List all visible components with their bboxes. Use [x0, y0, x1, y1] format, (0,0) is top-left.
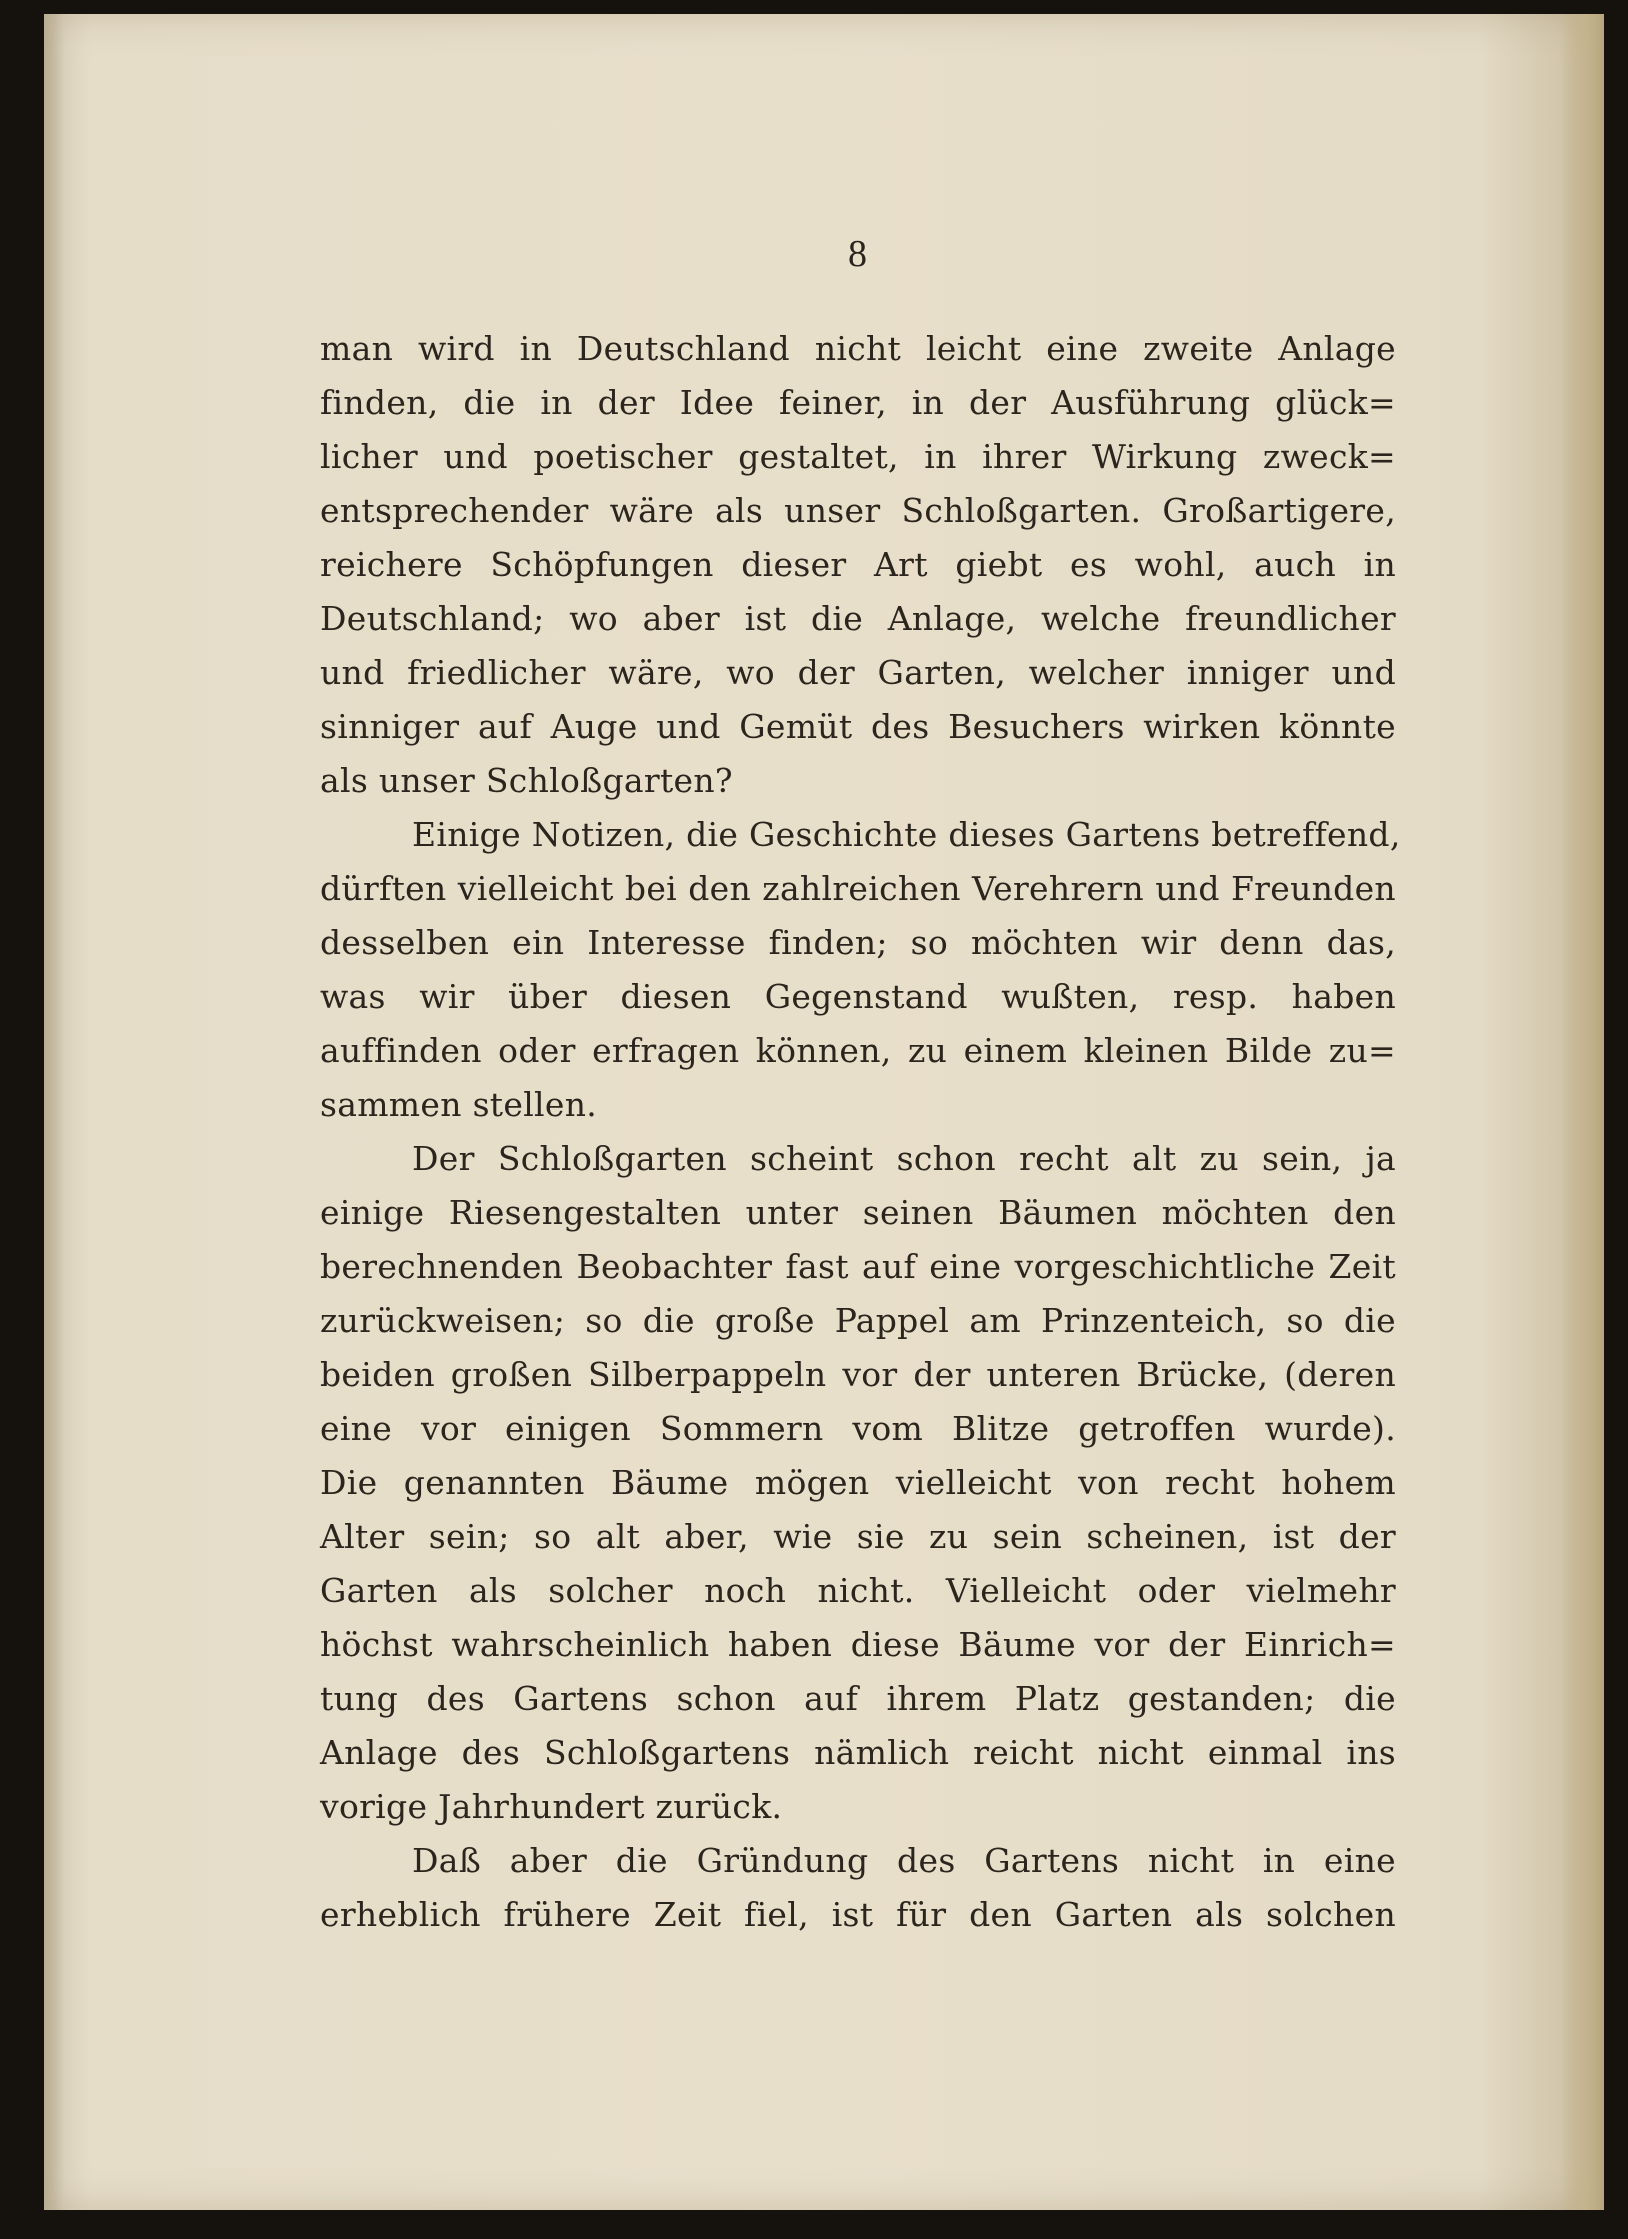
text-line: auffinden oder erfragen können, zu einem kleinen Bilde zu=: [320, 1031, 1396, 1070]
text-line: eine vor einigen Sommern vom Blitze getroffen wurde).: [320, 1409, 1396, 1448]
text-line: Die genannten Bäume mögen vielleicht von recht hohem: [320, 1463, 1396, 1502]
text-line: licher und poetischer gestaltet, in ihrer Wirkung zweck=: [320, 437, 1396, 476]
text-line: Alter sein; so alt aber, wie sie zu sein scheinen, ist der: [320, 1517, 1396, 1556]
text-line: finden, die in der Idee feiner, in der Ausführung glück=: [320, 383, 1396, 422]
text-line: als unser Schloßgarten?: [320, 761, 733, 800]
text-line: was wir über diesen Gegenstand wußten, resp. haben: [320, 977, 1396, 1016]
text-line: reichere Schöpfungen dieser Art giebt es wohl, auch in: [320, 545, 1396, 584]
text-line: sammen stellen.: [320, 1085, 598, 1124]
text-line: Garten als solcher noch nicht. Vielleicht oder vielmehr: [320, 1571, 1396, 1610]
text-line: entsprechender wäre als unser Schloßgarten. Großartigere,: [320, 491, 1396, 530]
text-line: und friedlicher wäre, wo der Garten, welcher inniger und: [320, 653, 1396, 692]
text-line: Daß aber die Gründung des Gartens nicht in eine: [412, 1841, 1396, 1880]
text-line: erheblich frühere Zeit fiel, ist für den Garten als solchen: [320, 1895, 1396, 1934]
text-line: Anlage des Schloßgartens nämlich reicht nicht einmal ins: [320, 1733, 1396, 1772]
text-line: Der Schloßgarten scheint schon recht alt zu sein, ja: [412, 1139, 1396, 1178]
body-text: [320, 322, 1401, 1942]
text-line: einige Riesengestalten unter seinen Bäumen möchten den: [320, 1193, 1396, 1232]
text-line: Einige Notizen, die Geschichte dieses Gartens betreffend,: [412, 815, 1401, 854]
text-line: vorige Jahrhundert zurück.: [320, 1787, 783, 1826]
page-gutter-shadow: [44, 14, 64, 2210]
text-line: zurückweisen; so die große Pappel am Prinzenteich, so die: [320, 1301, 1396, 1340]
text-line: Deutschland; wo aber ist die Anlage, welche freundlicher: [320, 599, 1396, 638]
text-line: berechnenden Beobachter fast auf eine vorgeschichtliche Zeit: [320, 1247, 1396, 1286]
text-line: desselben ein Interesse finden; so möchten wir denn das,: [320, 923, 1396, 962]
text-line: tung des Gartens schon auf ihrem Platz gestanden; die: [320, 1679, 1396, 1718]
page-number: 8: [848, 233, 867, 275]
page-edge-shadow: [1560, 14, 1604, 2210]
text-line: man wird in Deutschland nicht leicht eine zweite Anlage: [320, 329, 1396, 368]
text-line: beiden großen Silberpappeln vor der unteren Brücke, (deren: [320, 1355, 1396, 1394]
text-line: sinniger auf Auge und Gemüt des Besuchers wirken könnte: [320, 707, 1396, 746]
text-line: dürften vielleicht bei den zahlreichen Verehrern und Freunden: [320, 869, 1396, 908]
text-line: höchst wahrscheinlich haben diese Bäume vor der Einrich=: [320, 1625, 1396, 1664]
